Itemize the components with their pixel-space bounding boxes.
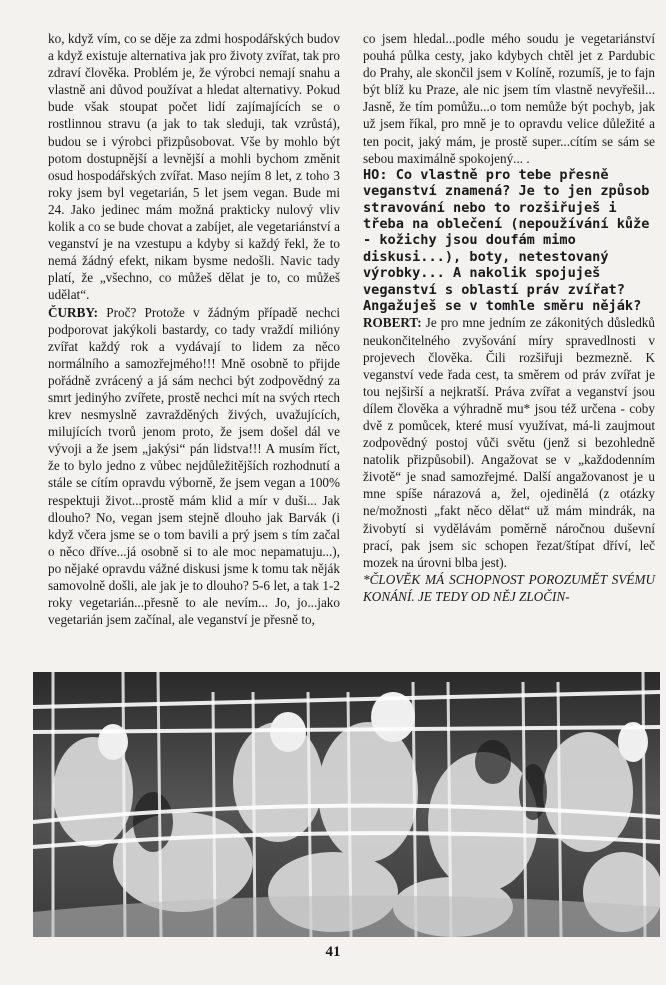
page-number: 41 (325, 944, 341, 960)
paragraph: co jsem hledal...podle mého soudu je vegetariánství pouhá půlka cesty, jako kdybych chtěl jet z Pardubic do Prahy, ale skončil jsem v Kolíně, rozumíš, je to fajn být blíž ku Praze, ale nic jsem tím vlastně nevyřešil... Jasně, že tím pomůžu...o tom nemůže být pochyb, jak už jsem říkal, pro mně je to opravdu velice důležité a ten pocit, jaký mám, je prostě super...cítím se sám se sebou maximálně spokojený... . (363, 31, 655, 166)
paragraph-robert (363, 314, 655, 570)
paragraph: ko, když vím, co se děje za zdmi hospodářských budov a když existuje alternativa jak pro životy zvířat, tak pro zdraví člověka. Problém je, že výrobci nemají snahu a vlastně ani důvod používat a hledat alternativy. Pokud bude však stoupat počet lidí zajímajících se o rostlinnou stravu (a jak to tak sleduji, tak vzrůstá), budou se i výrobci přizpůsobovat. Vše by mohlo být potom dostupnější a levnější a mohli bychom změnit osud hospodářských zvířat. Maso nejím 8 let, z toho 3 roky jsem byl vegetarián, 5 let jsem vegan. Bude mi 24. Jako jedinec mám možná prakticky nulový vliv kolik a co se bude chovat a zabíjet, ale vegetariánství a veganství je na vzestupu a kdyby si každý řekl, že to nemá žádný efekt, nikam bysme nedošli. Navic tady platí, že „všechno, co můžeš dělat je to, co můžeš udělat“. (48, 31, 340, 303)
answer-text: Proč? Protože v žádným případě nechci podporovat jakýkoli bastardy, co tady vraždí milióny zvířat každý rok a vydávají to lidem za něco normálního a samozřejmého!!! Mně osobně to přijde pořádně zvrácený a já sám nechci být zodpovědný za smrt jedinýho zvířete, prostě nechci mít na svých rtech krev nesmyslně zavražděných živých, uvažujících, milujících tvorů jenom proto, že jsem došel dál ve vývoji a že jsem „jakýsi“ pán lidstva!!! A musím říct, že to bylo jedno z vůbec nejdůležitějších rozhodnutí a stále se cítím opravdu výborně, že jsem vegan a 100% respektuji život...prostě mám klid a mír v duši... Jak dlouho? No, vegan jsem stejně dlouho jak Barvák (i když včera jsme se o tom bavili a prý jsem s tím začal o něco dříve...já osobně si to ale moc nepamatuju...), po nějaké opravdu vážné diskusi jsme k tomu tak něják samovolně došli, ale jak je to dlouho? 5-6 let, a tak 1-2 roky vegetarián...přesně to ale nevím... Jo, jo...jako vegetarián jsem začínal, ale veganství je přesně to, (48, 304, 340, 628)
speaker-label: ČURBY: (48, 304, 99, 320)
caged-chickens-photo (33, 672, 660, 937)
pull-quote: *ČLOVĚK MÁ SCHOPNOST POROZUMĚT SVÉMU KONÁNÍ. JE TEDY OD NĚJ ZLOČIN- (363, 571, 655, 604)
left-column (48, 30, 340, 628)
answer-text: Je pro mne jedním ze zákonitých důsledků neukončitelného zvyšování míry spravedlnosti v projevech člověka. Čili rozšiřuji bezmezně. K veganství vede řada cest, ta směrem od práv zvířat je tou nejširší a nejkratší. Práva zvířat a veganství jsou dílem člověka a výhradně mu* jsou též určena - coby dvě z pomůcek, které musí využívat, má-li zaujmout zodpovědný postoj vůči světu (jenž si bezohledně natolik přizpůsobil). Angažovat se v „každodenním životě“ je snad samozřejmé. Další angažovanost je u mne spíše nárazová a, žel, ojedinělá (z otázky ne/možnosti „fakt něco dělat“ už mám mindrák, na živobytí si vydělávám poměrně náročnou duševní prací, pak jsem sic schopen řezat/štípat dříví, leč mozek na úrovni blba jest). (363, 315, 655, 570)
interview-question: HO: Co vlastně pro tebe přesně veganství znamená? Je to jen způsob stravování nebo to rozšiřuješ i třeba na oblečení (nepoužívání kůže - kožichy jsou doufám mimo diskusi...), boty, netestovaný výrobky... A nakolik spojuješ veganství s oblastí práv zvířat? Angažuješ se v tomhle směru něják? (363, 166, 650, 314)
paragraph-curby (48, 304, 340, 629)
speaker-label: ROBERT: (363, 315, 422, 331)
right-column (363, 30, 655, 605)
photo-illustration (33, 672, 660, 937)
